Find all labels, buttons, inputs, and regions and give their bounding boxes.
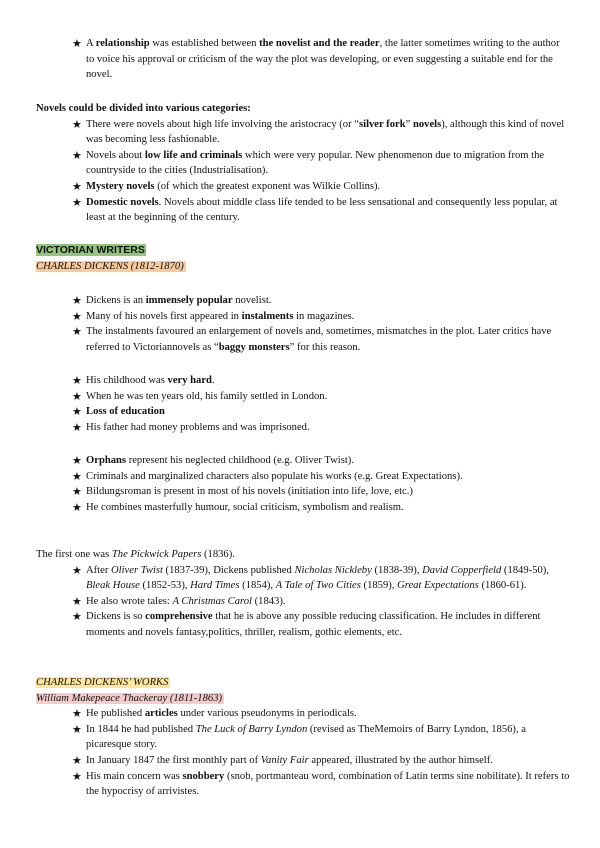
dickens-list-3 — [36, 453, 570, 515]
star-bullet-icon: ★ — [72, 563, 82, 577]
star-bullet-icon: ★ — [72, 610, 82, 624]
list-item: ★ His main concern was snobbery (snob, portmanteau word, combination of Latin terms sine nobilitate). It refers to the hypocrisy of arrivistes. — [72, 769, 570, 798]
categories-section — [36, 101, 570, 226]
list-item: ★ In January 1847 the first monthly part of Vanity Fair appeared, illustrated by the author himself. — [72, 753, 493, 767]
dickens-works-list — [36, 547, 570, 641]
star-bullet-icon: ★ — [72, 485, 82, 499]
star-bullet-icon: ★ — [72, 374, 82, 387]
star-bullet-icon: ★ — [72, 500, 82, 514]
list-item: ★ Many of his novels first appeared in instalments in magazines. — [72, 309, 355, 323]
star-bullet-icon: ★ — [72, 753, 82, 767]
list-item: ★ His father had money problems and was imprisoned. — [72, 420, 310, 434]
star-bullet-icon: ★ — [72, 294, 82, 307]
star-bullet-icon: ★ — [72, 469, 82, 483]
list-item: ★ After Oliver Twist (1837-39), Dickens published Nicholas Nickleby (1838-39), David Copperfield (1849-50), Bleak House (1852-53), Hard Times (1854), A Tale of Two Cities (1859), Great Expectations (1860-61). — [72, 563, 549, 592]
victorian-writers-section — [36, 243, 570, 274]
star-bullet-icon: ★ — [72, 707, 82, 721]
list-item: ★ There were novels about high life involving the aristocracy (or “silver fork” novels), although this kind of novel was becoming less fashionable. — [72, 117, 565, 146]
star-bullet-icon: ★ — [72, 405, 82, 419]
list-item: ★ He published articles under various pseudonyms in periodicals. — [72, 707, 357, 721]
section-heading: VICTORIAN WRITERS — [36, 244, 145, 256]
list-item: ★ He combines masterfully humour, social criticism, symbolism and realism. — [72, 500, 404, 514]
star-bullet-icon: ★ — [72, 722, 82, 736]
list-item: ★ Loss of education — [72, 405, 165, 419]
list-item: ★ Criminals and marginalized characters also populate his works (e.g. Great Expectations). — [72, 469, 463, 483]
section-heading: CHARLES DICKENS’ WORKS — [36, 677, 169, 688]
star-bullet-icon: ★ — [72, 594, 82, 608]
thackeray-section — [36, 675, 570, 800]
list-item: ★ Novels about low life and criminals which were very popular. New phenomenon due to migration from the countryside to the cities (Industrialisation). — [72, 148, 545, 177]
star-bullet-icon: ★ — [72, 420, 82, 434]
dickens-list-2 — [36, 373, 570, 435]
list-item: ★ When he was ten years old, his family settled in London. — [72, 389, 328, 403]
list-item: ★ The instalments favoured an enlargement of novels and, sometimes, mismatches in the plot. Later critics have referred to Victoriannovels as “baggy monsters” for this reason. — [72, 325, 552, 353]
star-bullet-icon: ★ — [72, 37, 82, 50]
star-bullet-icon: ★ — [72, 325, 82, 339]
author-heading: CHARLES DICKENS (1812-1870) — [36, 260, 184, 272]
list-item: ★ Dickens is an immensely popular novelist. — [72, 294, 272, 307]
author-heading: William Makepeace Thackeray (1811-1863) — [36, 692, 223, 704]
list-item: ★ Mystery novels (of which the greatest exponent was Wilkie Collins). — [72, 179, 381, 193]
star-bullet-icon: ★ — [72, 117, 82, 131]
list-item: ★ In 1844 he had published The Luck of Barry Lyndon (revised as TheMemoirs of Barry Lyndon, 1856), a picaresque story. — [72, 722, 526, 751]
star-bullet-icon: ★ — [72, 769, 82, 783]
list-item: ★ Bildungsroman is present in most of his novels (initiation into life, love, etc.) — [72, 485, 413, 499]
star-bullet-icon: ★ — [72, 389, 82, 403]
list-item: ★ Domestic novels. Novels about middle class life tended to be less sensational and consequently less popular, at least at the beginning of the century. — [72, 195, 558, 224]
list-item: ★ Orphans represent his neglected childhood (e.g. Oliver Twist). — [72, 454, 354, 467]
list-item: ★ He also wrote tales: A Christmas Carol (1843). — [72, 594, 286, 608]
dickens-list-1 — [36, 293, 570, 355]
star-bullet-icon: ★ — [72, 148, 82, 162]
categories-heading: Novels could be divided into various categories: — [36, 103, 251, 114]
relationship-block — [36, 36, 570, 83]
star-bullet-icon: ★ — [72, 309, 82, 323]
first-work-line: The first one was The Pickwick Papers (1836). — [36, 549, 235, 560]
list-item: ★ A relationship was established between the novelist and the reader, the latter sometimes writing to the author to voice his approval or criticism of the way the plot was developing, or even suggesting a suitable end for the novel. — [72, 37, 560, 81]
list-item: ★ His childhood was very hard. — [72, 374, 215, 387]
star-bullet-icon: ★ — [72, 179, 82, 193]
star-bullet-icon: ★ — [72, 195, 82, 209]
list-item: ★ Dickens is so comprehensive that he is above any possible reducing classification. He includes in different moments and novels fantasy,politics, thriller, realism, gothic elements, etc. — [72, 610, 541, 638]
star-bullet-icon: ★ — [72, 454, 82, 467]
